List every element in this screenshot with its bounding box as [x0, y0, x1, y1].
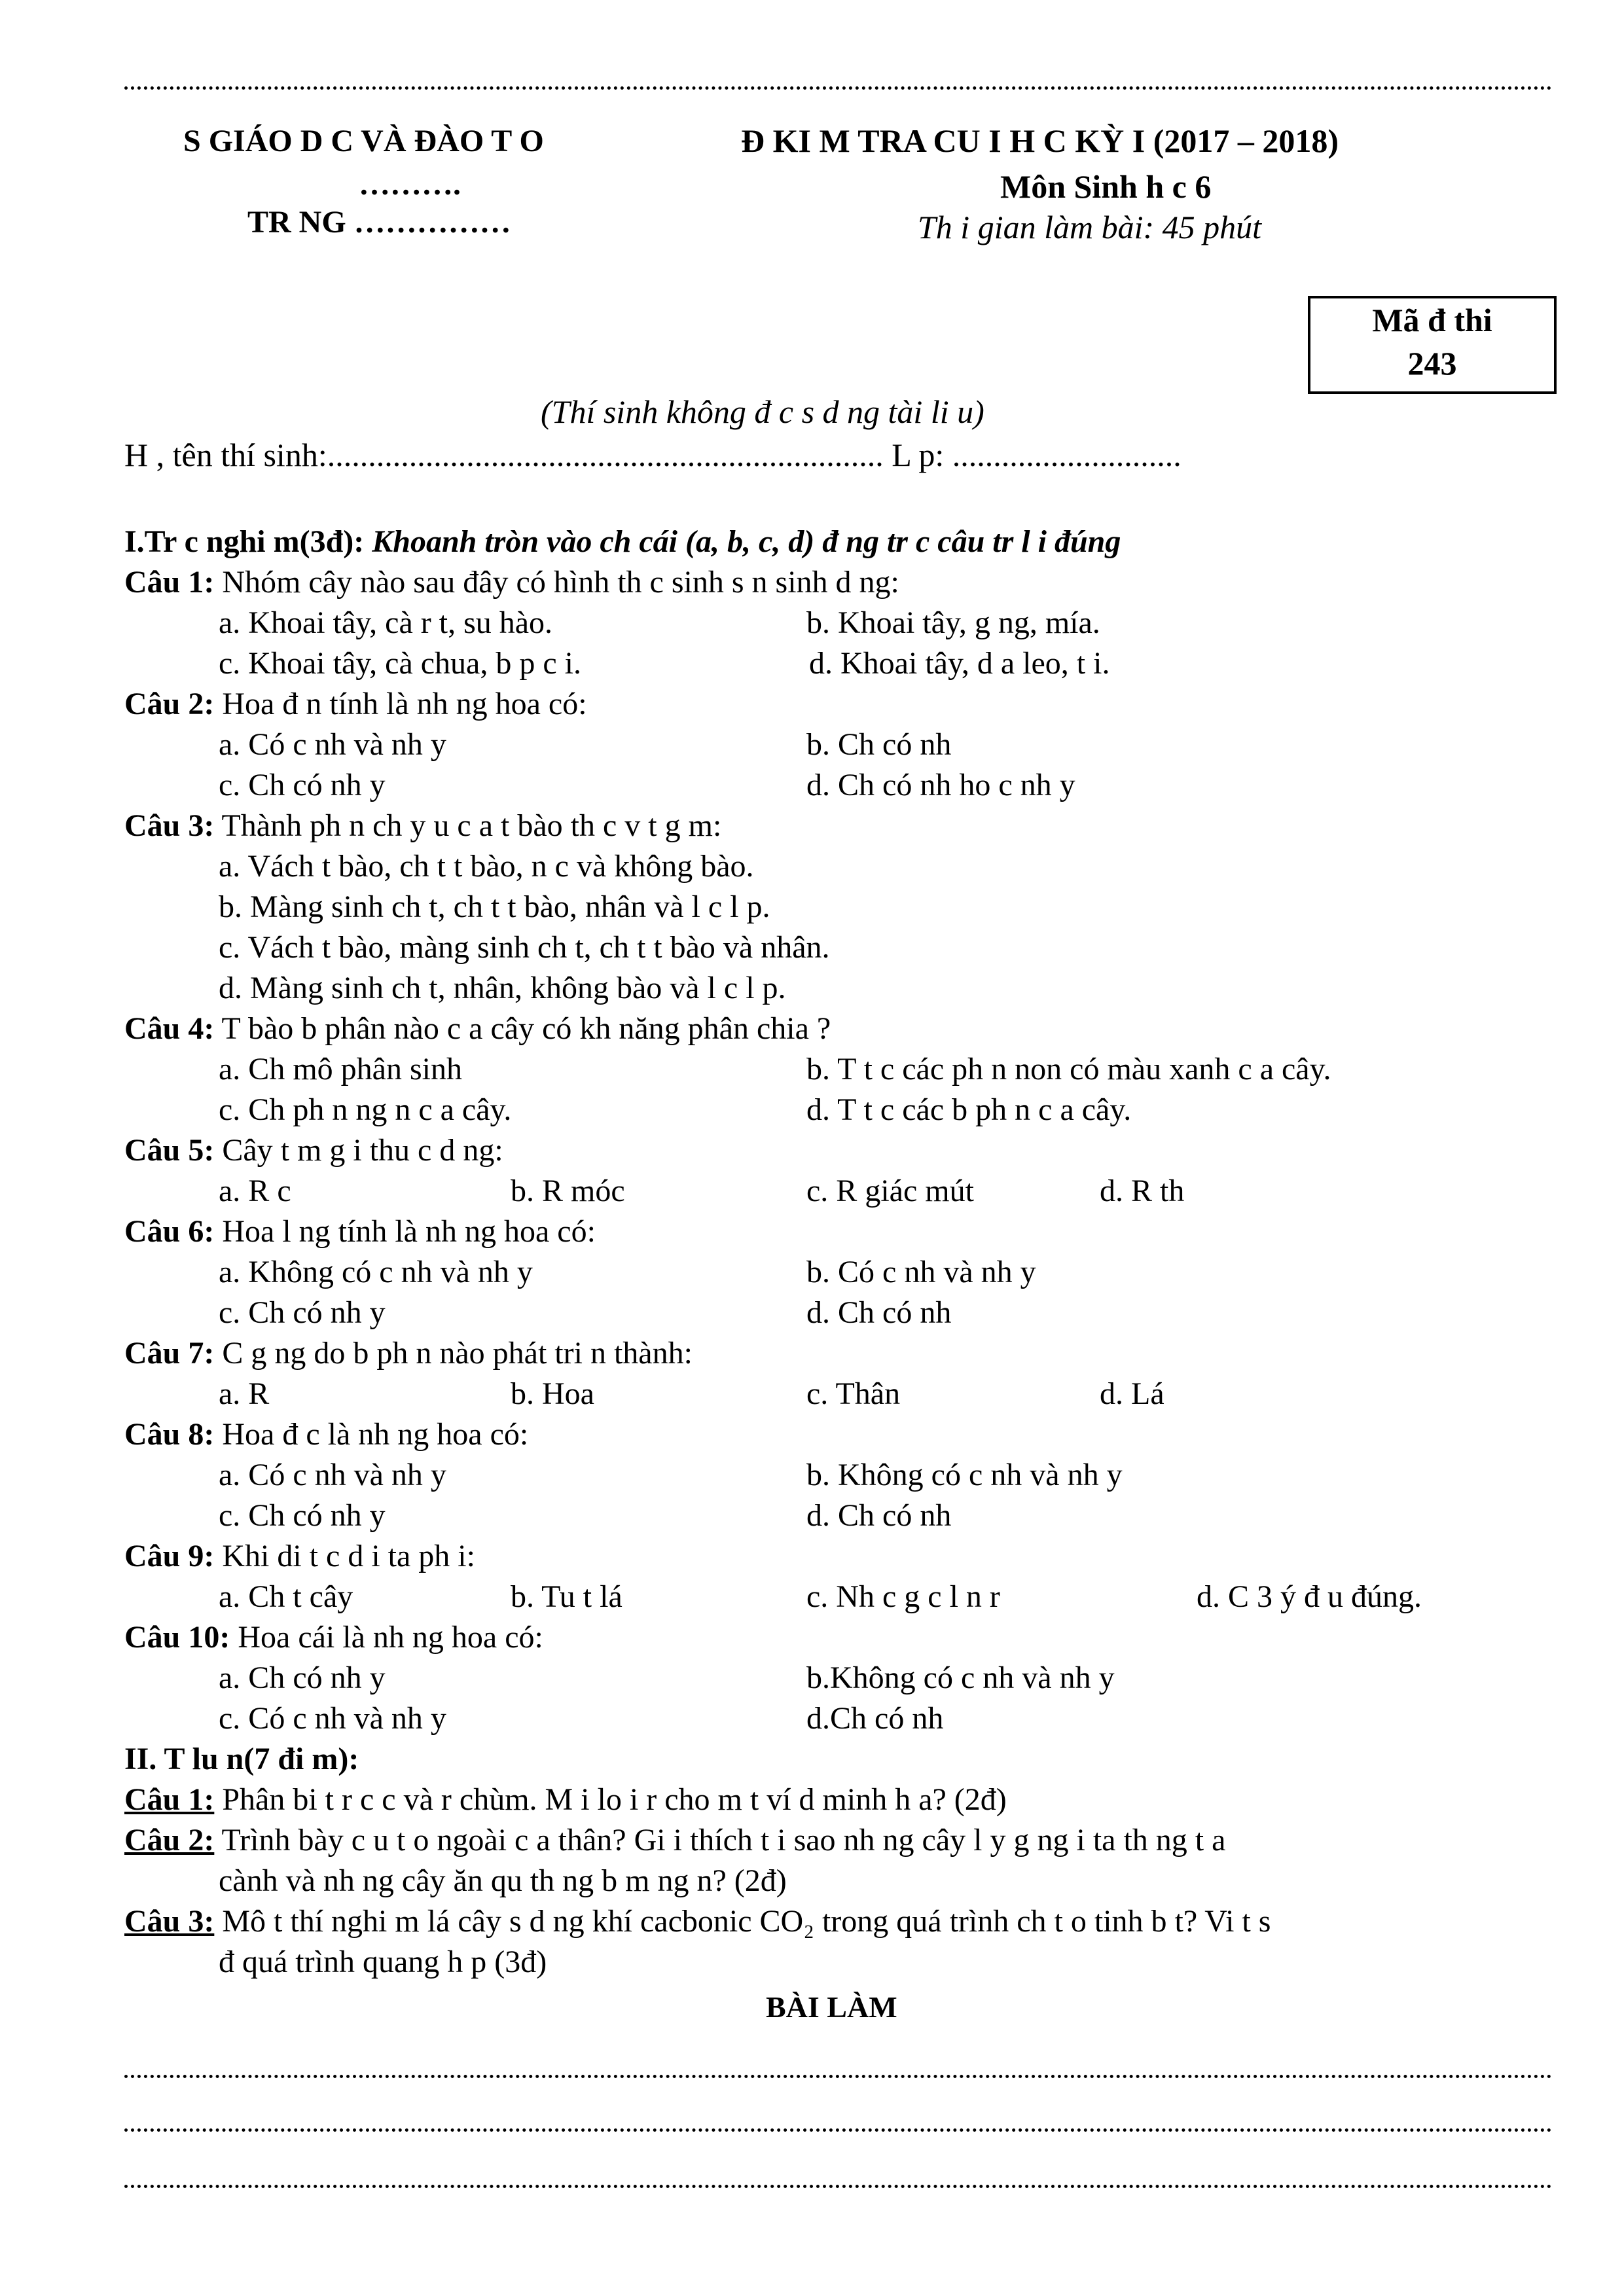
q4-option-b: b. T t c các ph n non có màu xanh c a cây. [806, 1052, 1331, 1086]
answer-line [124, 2185, 1552, 2188]
department-dots: ………. [359, 167, 461, 202]
part1-heading [124, 521, 1121, 563]
q4-option-d: d. T t c các b ph n c a cây. [806, 1092, 1132, 1127]
q4-option-a: a. Ch mô phân sinh [219, 1052, 462, 1086]
q2-option-a: a. Có c nh và nh y [219, 727, 446, 762]
answer-line [124, 2075, 1552, 2078]
question-text: C g ng do b ph n nào phát tri n thành: [222, 1336, 693, 1371]
question-7 [124, 1333, 693, 1374]
q6-option-b: b. Có c nh và nh y [806, 1255, 1036, 1289]
q3-option-a: a. Vách t bào, ch t t bào, n c và không bào. [219, 849, 754, 884]
essay-text: Phân bi t r c c và r chùm. M i lo i r cho m t ví d minh h a? (2đ) [222, 1782, 1007, 1817]
question-6 [124, 1211, 596, 1253]
q8-option-c: c. Ch có nh y [219, 1498, 386, 1533]
essay-label: Câu 1: [124, 1782, 215, 1817]
q10-option-a: a. Ch có nh y [219, 1660, 386, 1695]
q9-option-a: a. Ch t cây [219, 1579, 353, 1614]
no-materials-note: (Thí sinh không đ c s d ng tài li u) [541, 393, 984, 430]
q6-option-a: a. Không có c nh và nh y [219, 1255, 533, 1289]
question-8 [124, 1414, 528, 1456]
exam-code-value: 243 [1407, 345, 1457, 382]
question-text: Cây t m g i thu c d ng: [222, 1133, 503, 1168]
essay-question-1 [124, 1779, 1007, 1821]
question-label: Câu 9: [124, 1539, 215, 1573]
q1-option-c: c. Khoai tây, cà chua, b p c i. [219, 646, 581, 681]
q8-option-b: b. Không có c nh và nh y [806, 1458, 1123, 1492]
exam-code-box [1308, 296, 1557, 394]
question-2 [124, 683, 587, 725]
part2-heading [124, 1738, 359, 1780]
q6-option-c: c. Ch có nh y [219, 1295, 386, 1330]
q8-option-a: a. Có c nh và nh y [219, 1458, 446, 1492]
essay-3-continuation: đ quá trình quang h p (3đ) [219, 1945, 547, 1979]
question-text: Hoa cái là nh ng hoa có: [238, 1620, 543, 1655]
question-label: Câu 8: [124, 1417, 215, 1452]
q8-option-d: d. Ch có nh [806, 1498, 952, 1533]
q10-option-b: b.Không có c nh và nh y [806, 1660, 1115, 1695]
exam-code-label: Mã đ thi [1372, 302, 1492, 338]
part2-title: II. T lu n(7 đi m): [124, 1742, 359, 1776]
student-info-line: H , tên thí sinh:.................................................................... L p: ............................ [124, 437, 1182, 473]
question-text: Nhóm cây nào sau đây có hình th c sinh s n sinh d ng: [222, 565, 899, 600]
question-text: Hoa l ng tính là nh ng hoa có: [222, 1214, 596, 1249]
q9-option-c: c. Nh c g c l n r [806, 1579, 1000, 1614]
question-label: Câu 10: [124, 1620, 230, 1655]
question-5 [124, 1130, 503, 1172]
question-text: T bào b phân nào c a cây có kh năng phân chia ? [221, 1011, 831, 1046]
q7-option-c: c. Thân [806, 1376, 901, 1411]
q1-option-a: a. Khoai tây, cà r t, su hào. [219, 605, 553, 640]
question-text: Hoa đ c là nh ng hoa có: [222, 1417, 529, 1452]
department-name: S GIÁO D C VÀ ĐÀO T O [183, 124, 544, 158]
question-text: Thành ph n ch y u c a t bào th c v t g m: [221, 808, 722, 843]
part1-title: I.Tr c nghi m(3đ): [124, 524, 365, 559]
question-3 [124, 805, 721, 847]
q7-option-d: d. Lá [1100, 1376, 1164, 1411]
q1-option-d: d. Khoai tây, d a leo, t i. [809, 646, 1110, 681]
q5-option-b: b. R móc [511, 1174, 625, 1208]
q1-option-b: b. Khoai tây, g ng, mía. [806, 605, 1100, 640]
question-4 [124, 1008, 831, 1050]
q2-option-d: d. Ch có nh ho c nh y [806, 768, 1075, 802]
essay-text: Trình bày c u t o ngoài c a thân? Gi i thích t i sao nh ng cây l y g ng i ta th ng t a [221, 1823, 1226, 1857]
question-label: Câu 5: [124, 1133, 215, 1168]
essay-question-3 [124, 1901, 1271, 1943]
q4-option-c: c. Ch ph n ng n c a cây. [219, 1092, 512, 1127]
q9-option-b: b. Tu t lá [511, 1579, 623, 1614]
exam-title: Đ KI M TRA CU I H C KỲ I (2017 – 2018) [741, 122, 1339, 159]
q7-option-b: b. Hoa [511, 1376, 594, 1411]
essay-2-continuation: cành và nh ng cây ăn qu th ng b m ng n? (2đ) [219, 1863, 787, 1898]
q5-option-d: d. R th [1100, 1174, 1185, 1208]
q2-option-c: c. Ch có nh y [219, 768, 386, 802]
q7-option-a: a. R [219, 1376, 270, 1411]
essay-label: Câu 2: [124, 1823, 215, 1857]
essay-label: Câu 3: [124, 1904, 215, 1939]
question-label: Câu 3: [124, 808, 215, 843]
q10-option-d: d.Ch có nh [806, 1701, 944, 1736]
exam-time: Th i gian làm bài: 45 phút [918, 209, 1262, 245]
question-label: Câu 2: [124, 687, 215, 721]
q9-option-d: d. C 3 ý đ u đúng. [1197, 1579, 1422, 1614]
question-9 [124, 1535, 475, 1577]
q10-option-c: c. Có c nh và nh y [219, 1701, 446, 1736]
top-dotted-rule [124, 86, 1552, 90]
q3-option-d: d. Màng sinh ch t, nhân, không bào và l c l p. [219, 971, 786, 1005]
part1-instruction: Khoanh tròn vào ch cái (a, b, c, d) đ ng tr c câu tr l i đúng [372, 524, 1121, 559]
question-label: Câu 7: [124, 1336, 215, 1371]
answer-heading: BÀI LÀM [766, 1990, 897, 2024]
essay-question-2 [124, 1820, 1225, 1861]
question-10 [124, 1617, 543, 1659]
question-text: Khi di t c d i ta ph i: [222, 1539, 475, 1573]
q5-option-a: a. R c [219, 1174, 291, 1208]
exam-subject: Môn Sinh h c 6 [1000, 168, 1212, 205]
q6-option-d: d. Ch có nh [806, 1295, 952, 1330]
q5-option-c: c. R giác mút [806, 1174, 974, 1208]
q2-option-b: b. Ch có nh [806, 727, 952, 762]
essay-text: Mô t thí nghi m lá cây s d ng khí cacbonic CO₂ trong quá trình ch t o tinh b t? Vi t s [222, 1904, 1271, 1939]
q3-option-c: c. Vách t bào, màng sinh ch t, ch t t bào và nhân. [219, 930, 830, 965]
question-label: Câu 4: [124, 1011, 215, 1046]
question-text: Hoa đ n tính là nh ng hoa có: [222, 687, 587, 721]
question-label: Câu 1: [124, 565, 215, 600]
q3-option-b: b. Màng sinh ch t, ch t t bào, nhân và l c l p. [219, 889, 770, 924]
question-1 [124, 562, 899, 603]
answer-line [124, 2128, 1552, 2132]
question-label: Câu 6: [124, 1214, 215, 1249]
school-name: TR NG …………… [247, 205, 511, 240]
